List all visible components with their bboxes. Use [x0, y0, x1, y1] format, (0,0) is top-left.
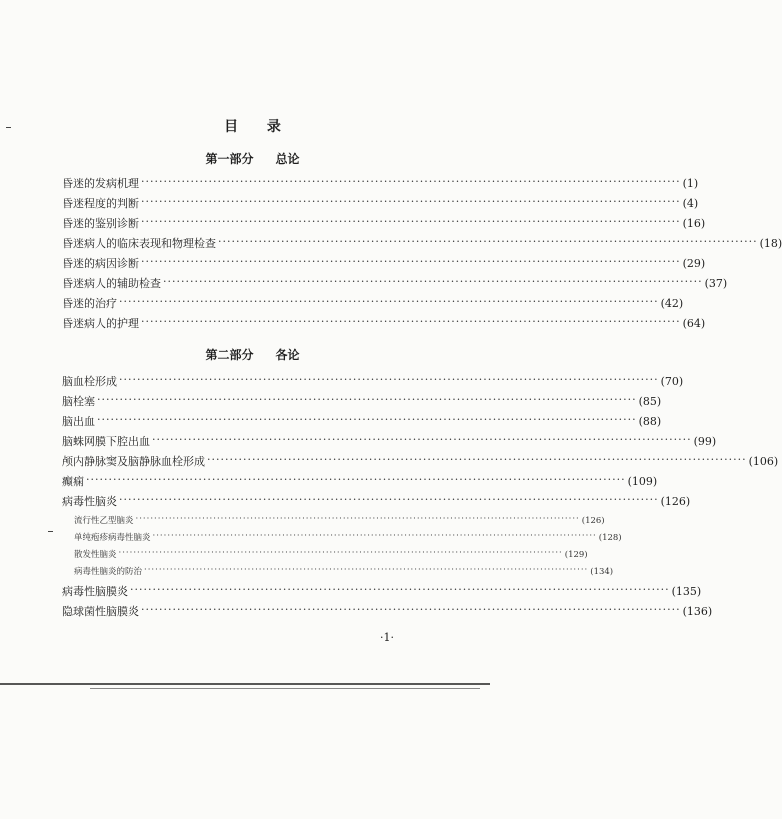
- toc-entry-page: (64): [682, 317, 706, 330]
- dot-leader: ························································································································: [97, 393, 637, 406]
- page-number: ·1·: [380, 631, 394, 644]
- dot-leader: ························································································································: [118, 548, 563, 558]
- dot-leader: ························································································································: [152, 433, 692, 446]
- toc-entry-page: (109): [627, 475, 658, 488]
- dot-leader: ························································································································: [86, 473, 626, 486]
- dot-leader: ························································································································: [135, 514, 580, 524]
- toc-entry[interactable]: [62, 373, 684, 390]
- toc-entry-page: (37): [704, 277, 728, 290]
- toc-entry-page: (1): [682, 177, 699, 190]
- dot-leader: ························································································································: [141, 215, 681, 228]
- dot-leader: ························································································································: [152, 531, 597, 541]
- toc-subentry[interactable]: [62, 513, 605, 529]
- toc-entry[interactable]: [62, 413, 662, 430]
- dot-leader: ························································································································: [119, 295, 659, 308]
- bottom-rule-secondary: [90, 688, 480, 689]
- toc-entry-label: 昏迷的治疗: [62, 297, 117, 310]
- toc-entry[interactable]: [62, 493, 691, 510]
- dot-leader: ························································································································: [218, 235, 758, 248]
- toc-entry-page: (126): [660, 495, 691, 508]
- part1-heading-label: 第一部分: [205, 152, 254, 166]
- toc-entry-page: (135): [671, 585, 702, 598]
- toc-subentry[interactable]: [62, 564, 614, 580]
- toc-entry[interactable]: [62, 175, 699, 192]
- dot-leader: ························································································································: [141, 315, 681, 328]
- toc-entry[interactable]: [62, 255, 706, 272]
- toc-entry-label: 流行性乙型脑炎: [74, 516, 134, 526]
- toc-entry-label: 病毒性脑炎的防治: [74, 567, 143, 577]
- part1-heading: [0, 150, 505, 167]
- toc-entry[interactable]: [62, 235, 782, 252]
- dot-leader: ························································································································: [144, 565, 589, 575]
- toc-entry[interactable]: [62, 315, 706, 332]
- toc-entry-page: (99): [693, 435, 717, 448]
- toc-entry-label: 昏迷的发病机理: [62, 177, 139, 190]
- dot-leader: ························································································································: [141, 195, 681, 208]
- dot-leader: ························································································································: [119, 373, 659, 386]
- toc-entry-label: 脑蛛网膜下腔出血: [62, 435, 150, 448]
- part2-heading-label: 第二部分: [205, 348, 254, 362]
- toc-entry-label: 颅内静脉窦及脑静脉血栓形成: [62, 455, 205, 468]
- toc-entry-page: (85): [638, 395, 662, 408]
- toc-entry[interactable]: [62, 583, 702, 600]
- toc-entry-page: (106): [748, 455, 779, 468]
- toc-entry-label: 昏迷病人的临床表现和物理检查: [62, 237, 216, 250]
- bottom-rule: [0, 683, 490, 685]
- toc-entry-page: (42): [660, 297, 684, 310]
- toc-subentry[interactable]: [62, 547, 588, 563]
- toc-entry-label: 隐球菌性脑膜炎: [62, 605, 139, 618]
- toc-entry-label: 单纯疱疹病毒性脑炎: [74, 533, 151, 543]
- dot-leader: ························································································································: [141, 603, 681, 616]
- toc-entry-label: 散发性脑炎: [74, 550, 117, 560]
- toc-entry-page: (18): [759, 237, 782, 250]
- toc-entry-page: (128): [598, 533, 622, 543]
- toc-entry-label: 昏迷病人的辅助检查: [62, 277, 161, 290]
- toc-entry[interactable]: [62, 603, 713, 620]
- toc-entry-label: 脑血栓形成: [62, 375, 117, 388]
- dot-leader: ························································································································: [207, 453, 747, 466]
- toc-entry[interactable]: [62, 275, 728, 292]
- dot-leader: ························································································································: [97, 413, 637, 426]
- part1-heading-subtitle: 总论: [275, 152, 300, 166]
- toc-entry[interactable]: [62, 215, 706, 232]
- toc-entry-page: (136): [682, 605, 713, 618]
- toc-entry-page: (70): [660, 375, 684, 388]
- dot-leader: ························································································································: [163, 275, 703, 288]
- margin-mark: [48, 531, 53, 532]
- dot-leader: ························································································································: [141, 175, 681, 188]
- toc-entry-page: (16): [682, 217, 706, 230]
- part2-heading: [0, 346, 505, 363]
- toc-entry-label: 脑栓塞: [62, 395, 95, 408]
- toc-entry-label: 脑出血: [62, 415, 95, 428]
- toc-entry-page: (126): [581, 516, 605, 526]
- toc-entry[interactable]: [62, 433, 717, 450]
- part2-heading-subtitle: 各论: [275, 348, 300, 362]
- toc-entry-label: 病毒性脑炎: [62, 495, 117, 508]
- toc-entry[interactable]: [62, 195, 699, 212]
- dot-leader: ························································································································: [141, 255, 681, 268]
- toc-entry-page: (29): [682, 257, 706, 270]
- toc-entry-label: 病毒性脑膜炎: [62, 585, 128, 598]
- toc-entry-label: 昏迷的鉴别诊断: [62, 217, 139, 230]
- toc-entry[interactable]: [62, 473, 658, 490]
- dot-leader: ························································································································: [119, 493, 659, 506]
- toc-entry[interactable]: [62, 453, 779, 470]
- toc-entry[interactable]: [62, 393, 662, 410]
- toc-entry[interactable]: [62, 295, 684, 312]
- page-title: 目 录: [224, 119, 293, 135]
- toc-entry-label: 癫痫: [62, 475, 84, 488]
- toc-entry-label: 昏迷程度的判断: [62, 197, 139, 210]
- toc-entry-page: (88): [638, 415, 662, 428]
- toc-subentry[interactable]: [62, 530, 622, 546]
- toc-entry-page: (134): [590, 567, 614, 577]
- toc-entry-label: 昏迷的病因诊断: [62, 257, 139, 270]
- toc-entry-page: (4): [682, 197, 699, 210]
- toc-entry-label: 昏迷病人的护理: [62, 317, 139, 330]
- dot-leader: ························································································································: [130, 583, 670, 596]
- toc-entry-page: (129): [564, 550, 588, 560]
- margin-mark: [6, 127, 11, 128]
